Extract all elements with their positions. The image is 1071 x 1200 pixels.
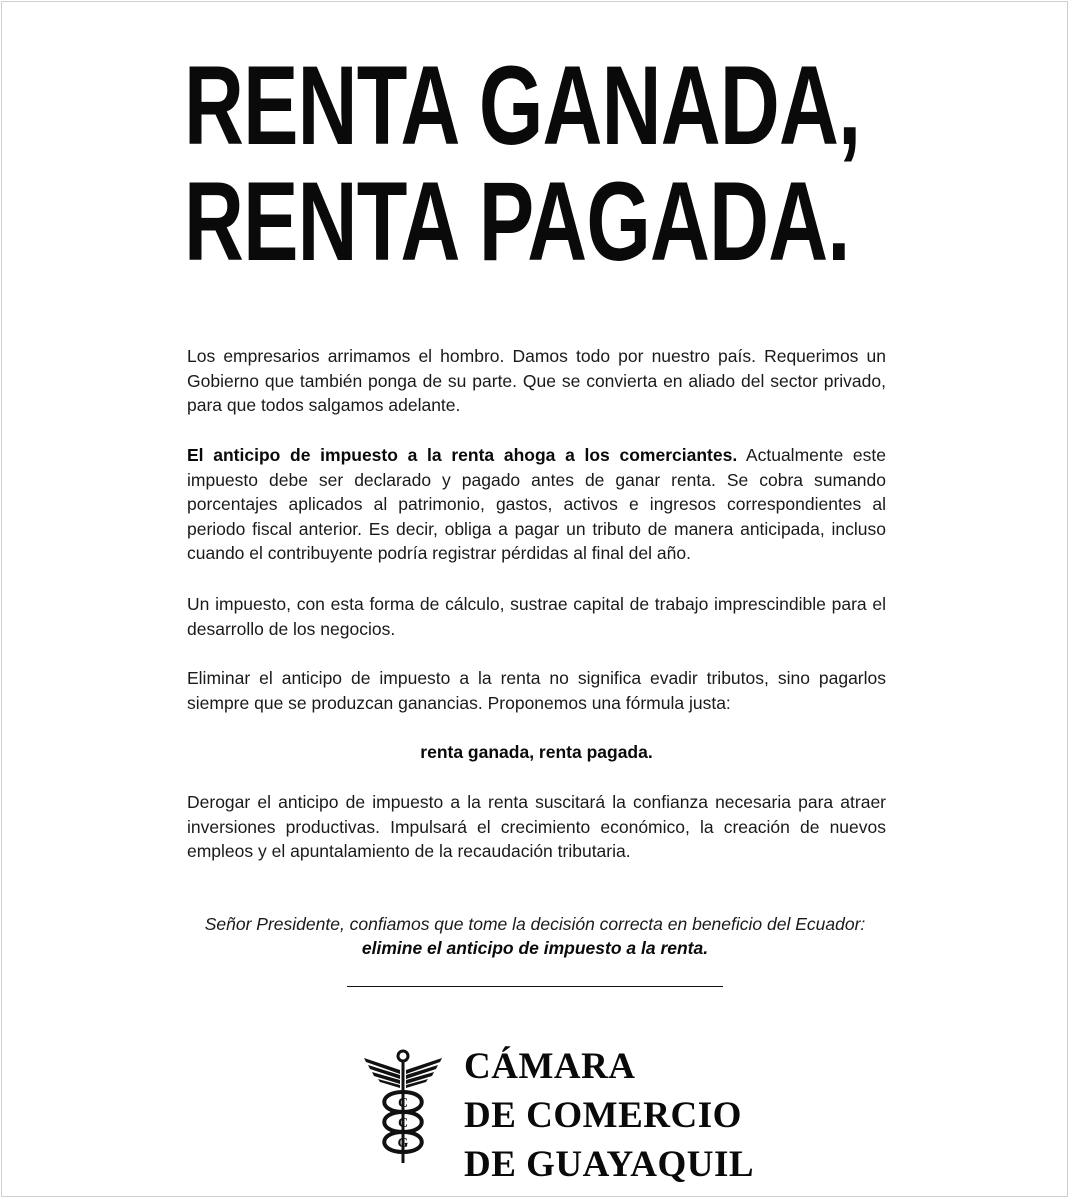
svg-text:C: C [397, 1096, 409, 1111]
signature-line [347, 986, 723, 987]
paragraph-anticipo-body: Actualmente este impuesto debe ser declarado y pagado antes de ganar renta. Se cobra sumando porcentajes aplicados al patrimonio, gastos, activos e ingresos correspondientes al periodo fiscal anterior. Es decir, obliga a pagar un tributo de manera anticipada, incluso cuando el contribuyente podría registrar pérdidas al final del año. [187, 445, 886, 563]
paragraph-anticipo-lead: El anticipo de impuesto a la renta ahoga a los comerciantes. [187, 445, 738, 465]
closing-appeal [160, 912, 910, 960]
closing-line-2: elimine el anticipo de impuesto a la renta. [361, 938, 709, 958]
svg-text:G: G [397, 1136, 409, 1151]
paragraph-derogar: Derogar el anticipo de impuesto a la renta suscitará la confianza necesaria para atraer inversiones productivas. Impulsará el crecimiento económico, la creación de nuevos empleos y el apuntalamiento de la recaudación tributaria. [187, 792, 886, 861]
headline-line-2: RENTA PAGADA. [184, 159, 850, 284]
organization-name-line-3: DE GUAYAQUIL [464, 1144, 755, 1185]
paragraph-capital: Un impuesto, con esta forma de cálculo, sustrae capital de trabajo imprescindible para el desarrollo de los negocios. [187, 594, 886, 639]
organization-name-line-1: CÁMARA [464, 1046, 636, 1087]
svg-text:C: C [397, 1116, 409, 1131]
organization-name-line-2: DE COMERCIO [464, 1095, 742, 1136]
headline-line-1: RENTA GANADA, [184, 43, 861, 168]
headline [184, 43, 861, 284]
paragraph-anticipo [187, 443, 886, 566]
slogan: renta ganada, renta pagada. [420, 742, 653, 762]
paragraph-intro: Los empresarios arrimamos el hombro. Damos todo por nuestro país. Requerimos un Gobierno que también ponga de su parte. Que se convierta en aliado del sector privado, para que todos salgamos adelante. [187, 346, 886, 415]
closing-line-1: Señor Presidente, confiamos que tome la decisión correcta en beneficio del Ecuador: [204, 914, 866, 934]
organization-name [464, 1042, 754, 1189]
paragraph-formula: Eliminar el anticipo de impuesto a la renta no significa evadir tributos, sino pagarlos siempre que se produzcan ganancias. Proponemos una fórmula justa: [187, 668, 886, 713]
caduceus-icon [362, 1048, 444, 1166]
